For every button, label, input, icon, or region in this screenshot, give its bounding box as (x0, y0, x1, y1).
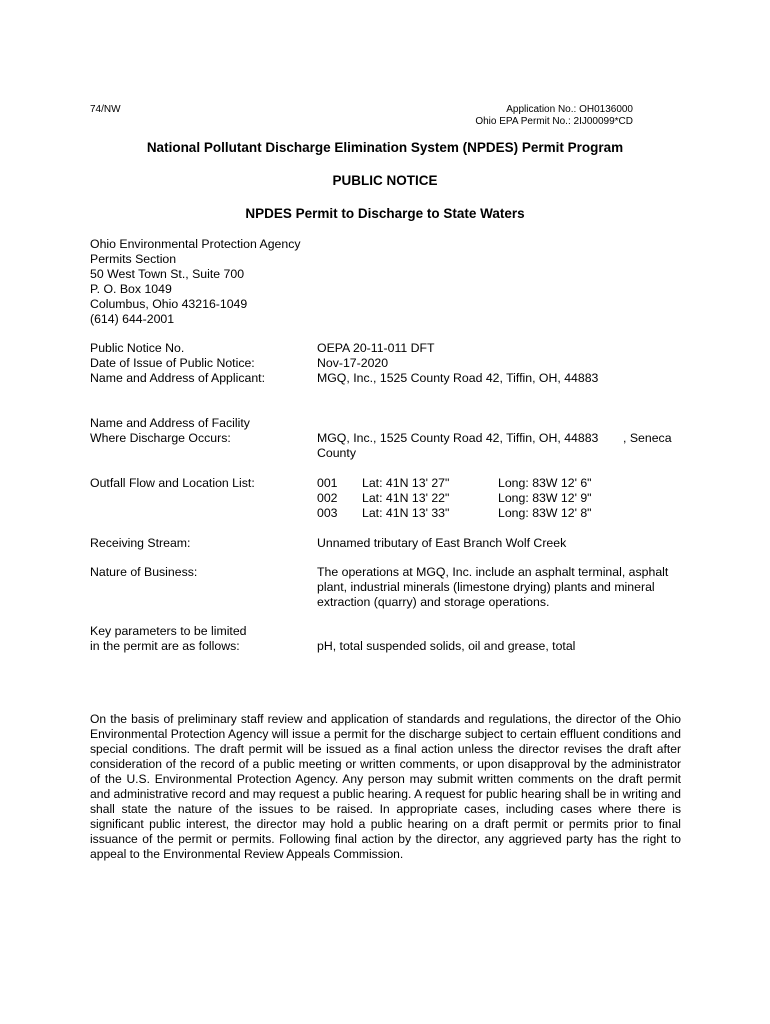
body-paragraph: On the basis of preliminary staff review and application of standards and regulations, the director of the Ohio Environmental Protection Agency will issue a permit for the discharge subject to certain effluent conditions and special conditions. The draft permit will be issued as a final action unless the director revises the draft after consideration of the record of a public meeting or written comments, or upon disapproval by the administrator of the U.S. Environmental Protection Agency. Any person may submit written comments on the draft permit and administrative record and may request a public hearing. A request for public hearing shall be in writing and shall state the nature of the issues to be raised. In appropriate cases, including cases where there is significant public interest, the director may hold a public hearing on a draft permit or permits prior to final issuance of the permit or permits. Following final action by the director, any aggrieved party has the right to appeal to the Environmental Review Appeals Commission. (90, 712, 681, 861)
notice-no-label: Public Notice No. (90, 341, 185, 355)
applicant-label: Name and Address of Applicant: (90, 371, 265, 385)
agency-phone: (614) 644-2001 (90, 312, 175, 326)
business-line: The operations at MGQ, Inc. include an asphalt terminal, asphalt (317, 565, 669, 579)
issue-date-value: Nov-17-2020 (317, 356, 389, 370)
program-title: National Pollutant Discharge Elimination System (NPDES) Permit Program (146, 140, 624, 155)
agency-po-box: P. O. Box 1049 (90, 282, 172, 296)
agency-street: 50 West Town St., Suite 700 (90, 267, 245, 281)
applicant-value: MGQ, Inc., 1525 County Road 42, Tiffin, OH, 44883 (317, 371, 599, 385)
business-line: extraction (quarry) and storage operations. (317, 595, 550, 609)
agency-address (90, 237, 301, 327)
application-number: Application No.: OH0136000 (506, 104, 633, 115)
issue-date-label: Date of Issue of Public Notice: (90, 356, 255, 370)
facility-county-part1: , Seneca (623, 431, 672, 445)
outfall-id: 001 (317, 476, 338, 490)
agency-section: Permits Section (90, 252, 177, 266)
facility-county-part2: County (317, 446, 356, 460)
parameters-value: pH, total suspended solids, oil and grease, total (317, 639, 576, 653)
outfall-id: 002 (317, 491, 338, 505)
outfall-longitude: Long: 83W 12' 6" (498, 476, 592, 490)
permit-subtitle: NPDES Permit to Discharge to State Waters (245, 206, 525, 221)
parameters-label-line1: Key parameters to be limited (90, 624, 247, 638)
outfall-longitude: Long: 83W 12' 8" (498, 506, 592, 520)
outfall-label: Outfall Flow and Location List: (90, 476, 255, 490)
outfall-longitude: Long: 83W 12' 9" (498, 491, 592, 505)
outfall-latitude: Lat: 41N 13' 22" (362, 491, 450, 505)
outfall-latitude: Lat: 41N 13' 27" (362, 476, 450, 490)
agency-name: Ohio Environmental Protection Agency (90, 237, 301, 251)
business-label: Nature of Business: (90, 565, 198, 579)
facility-value: MGQ, Inc., 1525 County Road 42, Tiffin, OH, 44883 (317, 431, 599, 445)
business-description (317, 565, 668, 610)
facility-label-line1: Name and Address of Facility (90, 416, 250, 430)
agency-city: Columbus, Ohio 43216-1049 (90, 297, 248, 311)
public-notice-heading: PUBLIC NOTICE (332, 173, 438, 188)
business-line: plant, industrial minerals (limestone drying) plants and mineral (317, 580, 655, 594)
ohio-epa-permit-number: Ohio EPA Permit No.: 2IJ00099*CD (475, 116, 633, 127)
document-code: 74/NW (90, 104, 121, 115)
receiving-stream-label: Receiving Stream: (90, 536, 191, 550)
parameters-label-line2: in the permit are as follows: (90, 639, 240, 653)
outfall-id: 003 (317, 506, 338, 520)
receiving-stream-value: Unnamed tributary of East Branch Wolf Creek (317, 536, 567, 550)
facility-label-line2: Where Discharge Occurs: (90, 431, 231, 445)
outfall-latitude: Lat: 41N 13' 33" (362, 506, 450, 520)
notice-no-value: OEPA 20-11-011 DFT (317, 341, 435, 355)
